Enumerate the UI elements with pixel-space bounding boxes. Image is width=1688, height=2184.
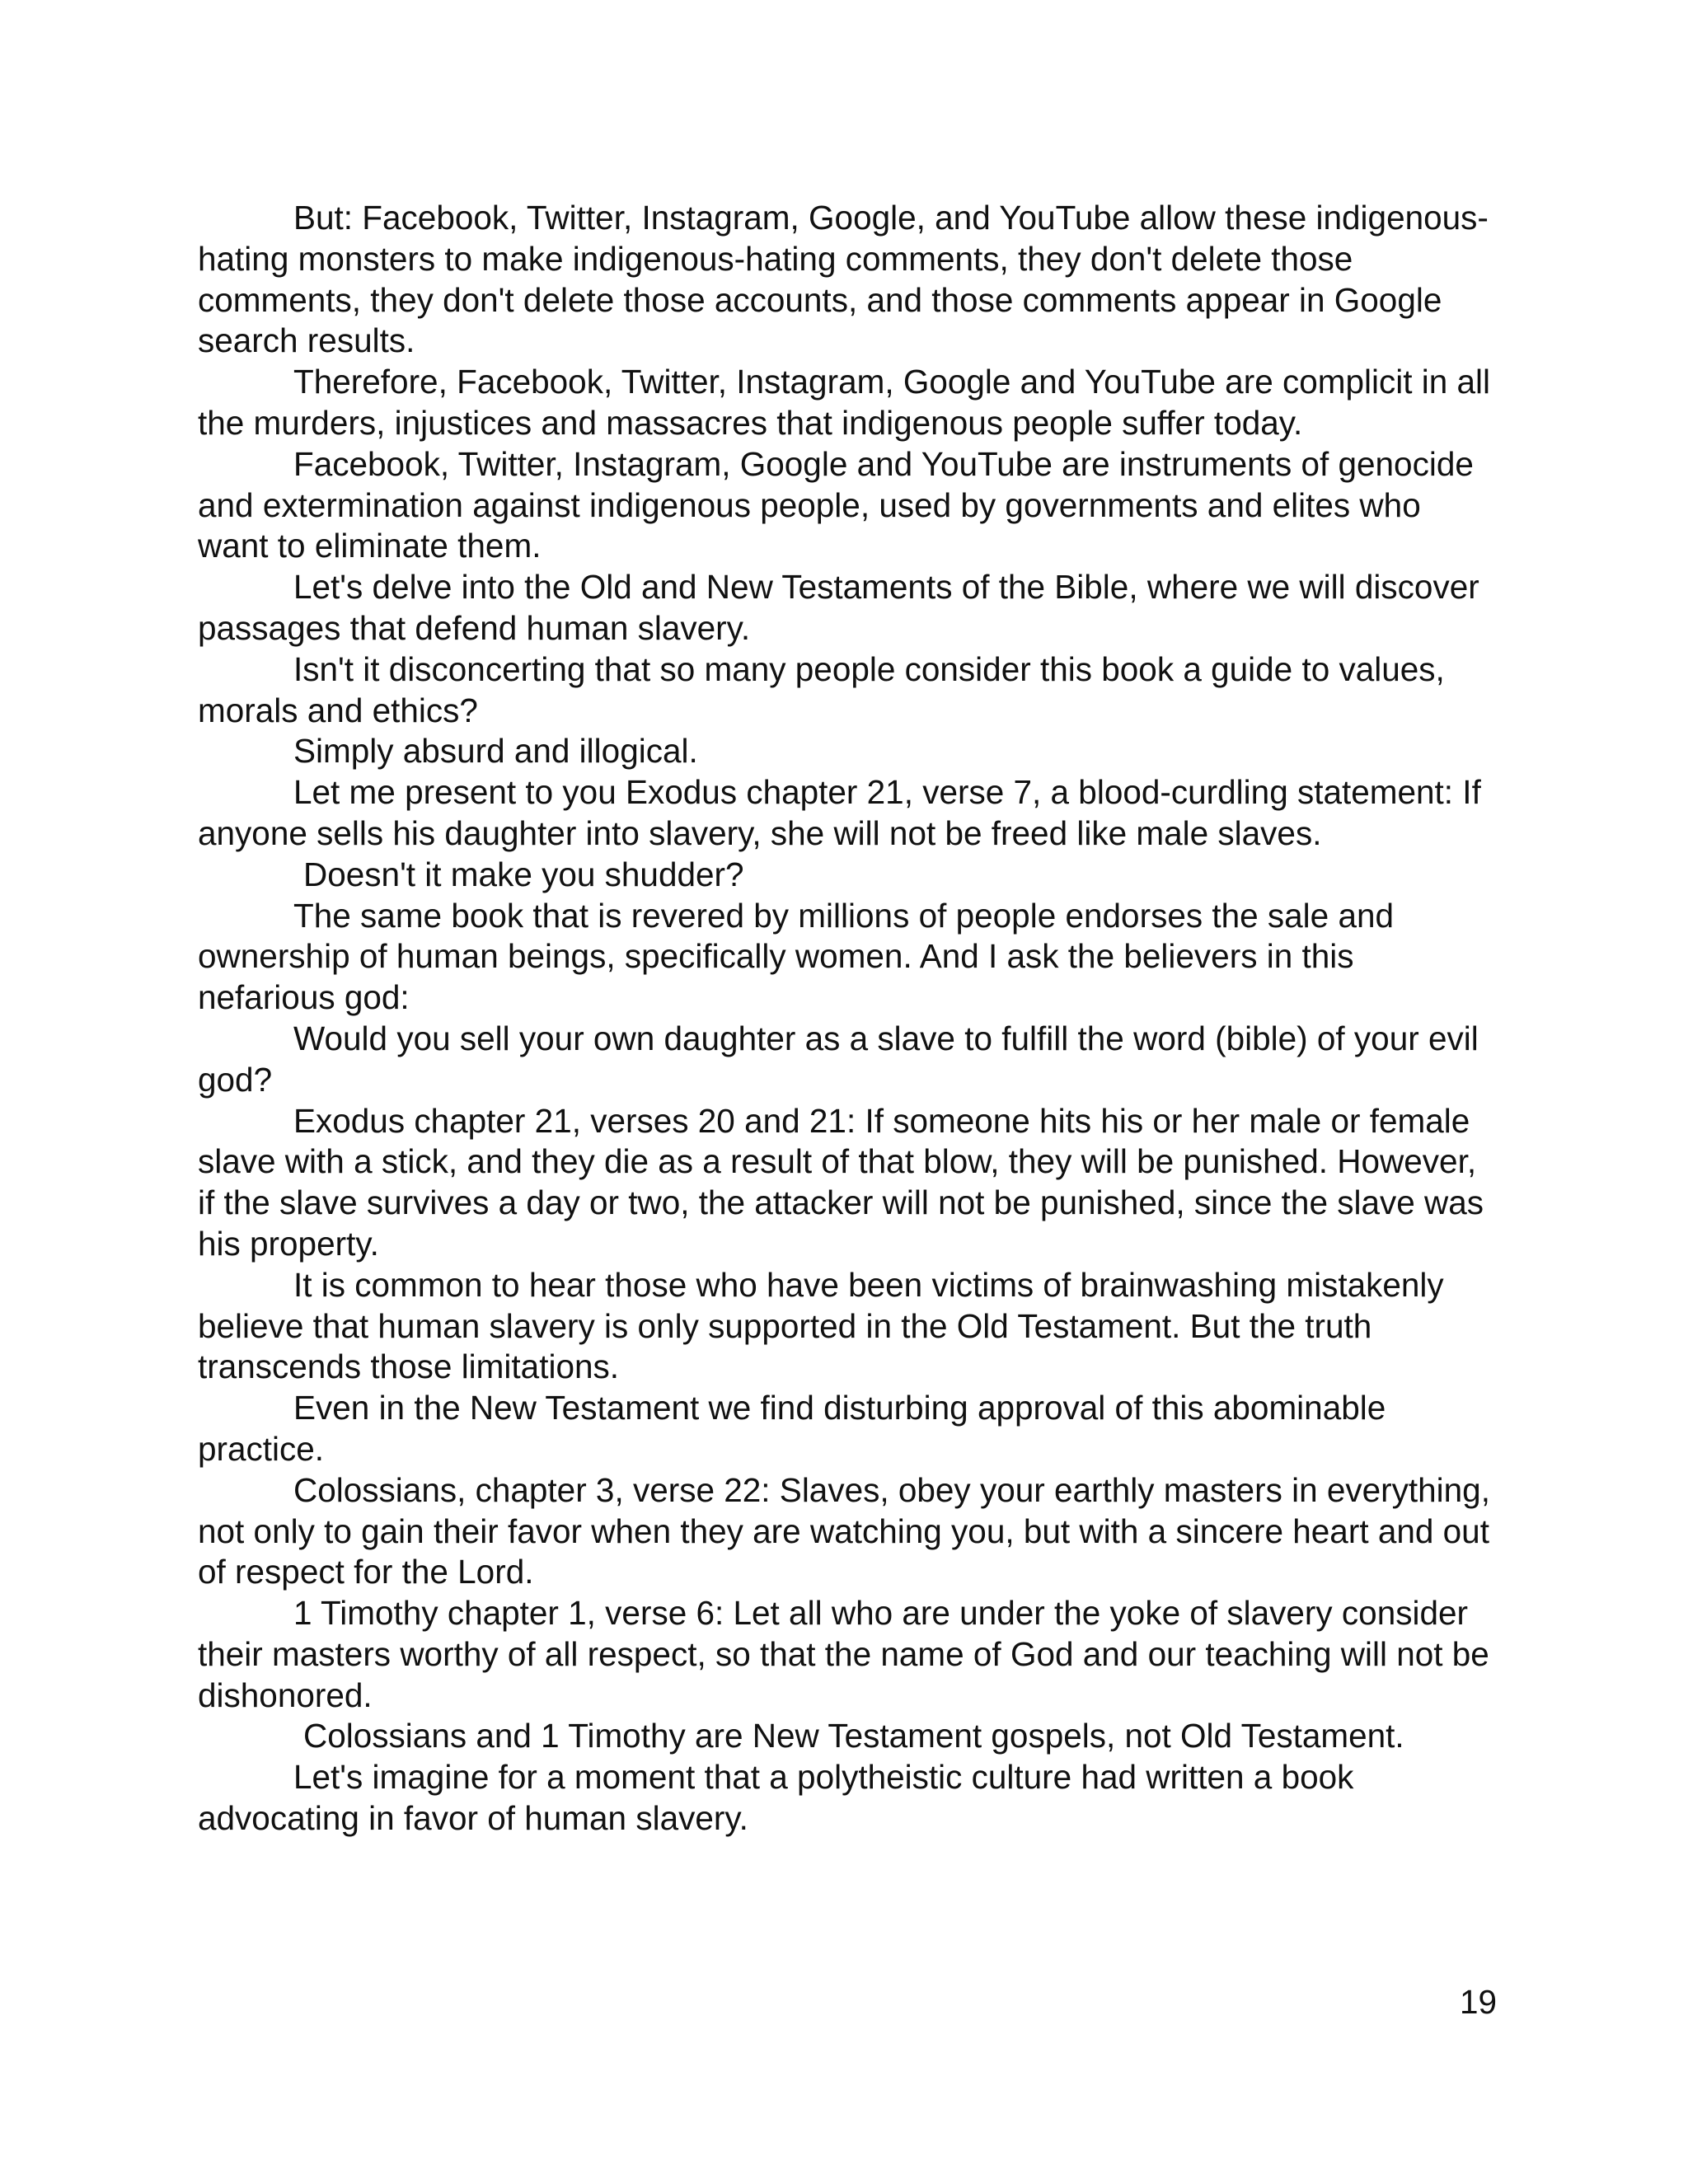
paragraph-new-testament: Even in the New Testament we find disturbing approval of this abominable practice. (198, 1389, 1386, 1468)
paragraph-exodus-21-20: Exodus chapter 21, verses 20 and 21: If someone hits his or her male or female slave with a stick, and they die as a result of that blow, they will be punished. However, if the slave survives a day or two, the attacker will not be punished, since the slave was his property. (198, 1101, 1484, 1263)
paragraph-instruments: Facebook, Twitter, Instagram, Google and YouTube are instruments of genocide and extermination against indigenous people, used by governments and elites who want to eliminate them. (198, 444, 1474, 565)
paragraph-delve-testaments: Let's delve into the Old and New Testaments of the Bible, where we will discover passages that defend human slavery. (198, 568, 1479, 647)
paragraph-shudder: Doesn't it make you shudder? (303, 855, 744, 893)
paragraph-revered-book: The same book that is revered by millions of people endorses the sale and ownership of human beings, specifically women. And I ask the believers in this nefarious god: (198, 896, 1395, 1017)
paragraph-complicit: Therefore, Facebook, Twitter, Instagram, Google and YouTube are complicit in all the murders, injustices and massacres that indigenous people suffer today. (198, 363, 1491, 442)
paragraph-colossians-3-22: Colossians, chapter 3, verse 22: Slaves, obey your earthly masters in everything, not only to gain their favor when they are watching you, but with a sincere heart and out of respect for the Lord. (198, 1470, 1490, 1591)
paragraph-disconcerting: Isn't it disconcerting that so many people consider this book a guide to values, morals and ethics? (198, 649, 1445, 729)
page-body (198, 198, 1492, 1840)
paragraph-1-timothy: 1 Timothy chapter 1, verse 6: Let all who are under the yoke of slavery consider their masters worthy of all respect, so that the name of God and our teaching will not be dishonored. (198, 1594, 1489, 1714)
paragraph-polytheistic: Let's imagine for a moment that a polytheistic culture had written a book advocating in favor of human slavery. (198, 1758, 1354, 1838)
paragraph-social-media-comments: But: Facebook, Twitter, Instagram, Google, and YouTube allow these indigenous-hating monsters to make indigenous-hating comments, they don't delete those comments, they don't delete those accounts, and those comments appear in Google search results. (198, 199, 1489, 360)
paragraph-gospels-note: Colossians and 1 Timothy are New Testament gospels, not Old Testament. (303, 1717, 1404, 1755)
paragraph-absurd: Simply absurd and illogical. (293, 732, 698, 771)
page-number: 19 (1459, 1983, 1497, 2021)
paragraph-brainwashing: It is common to hear those who have been victims of brainwashing mistakenly believe that human slavery is only supported in the Old Testament. But the truth transcends those limitations. (198, 1265, 1444, 1386)
paragraph-exodus-21-7: Let me present to you Exodus chapter 21, verse 7, a blood-curdling statement: If anyone sells his daughter into slavery, she will not be freed like male slaves. (198, 773, 1481, 852)
paragraph-sell-daughter: Would you sell your own daughter as a slave to fulfill the word (bible) of your evil god? (198, 1019, 1479, 1099)
